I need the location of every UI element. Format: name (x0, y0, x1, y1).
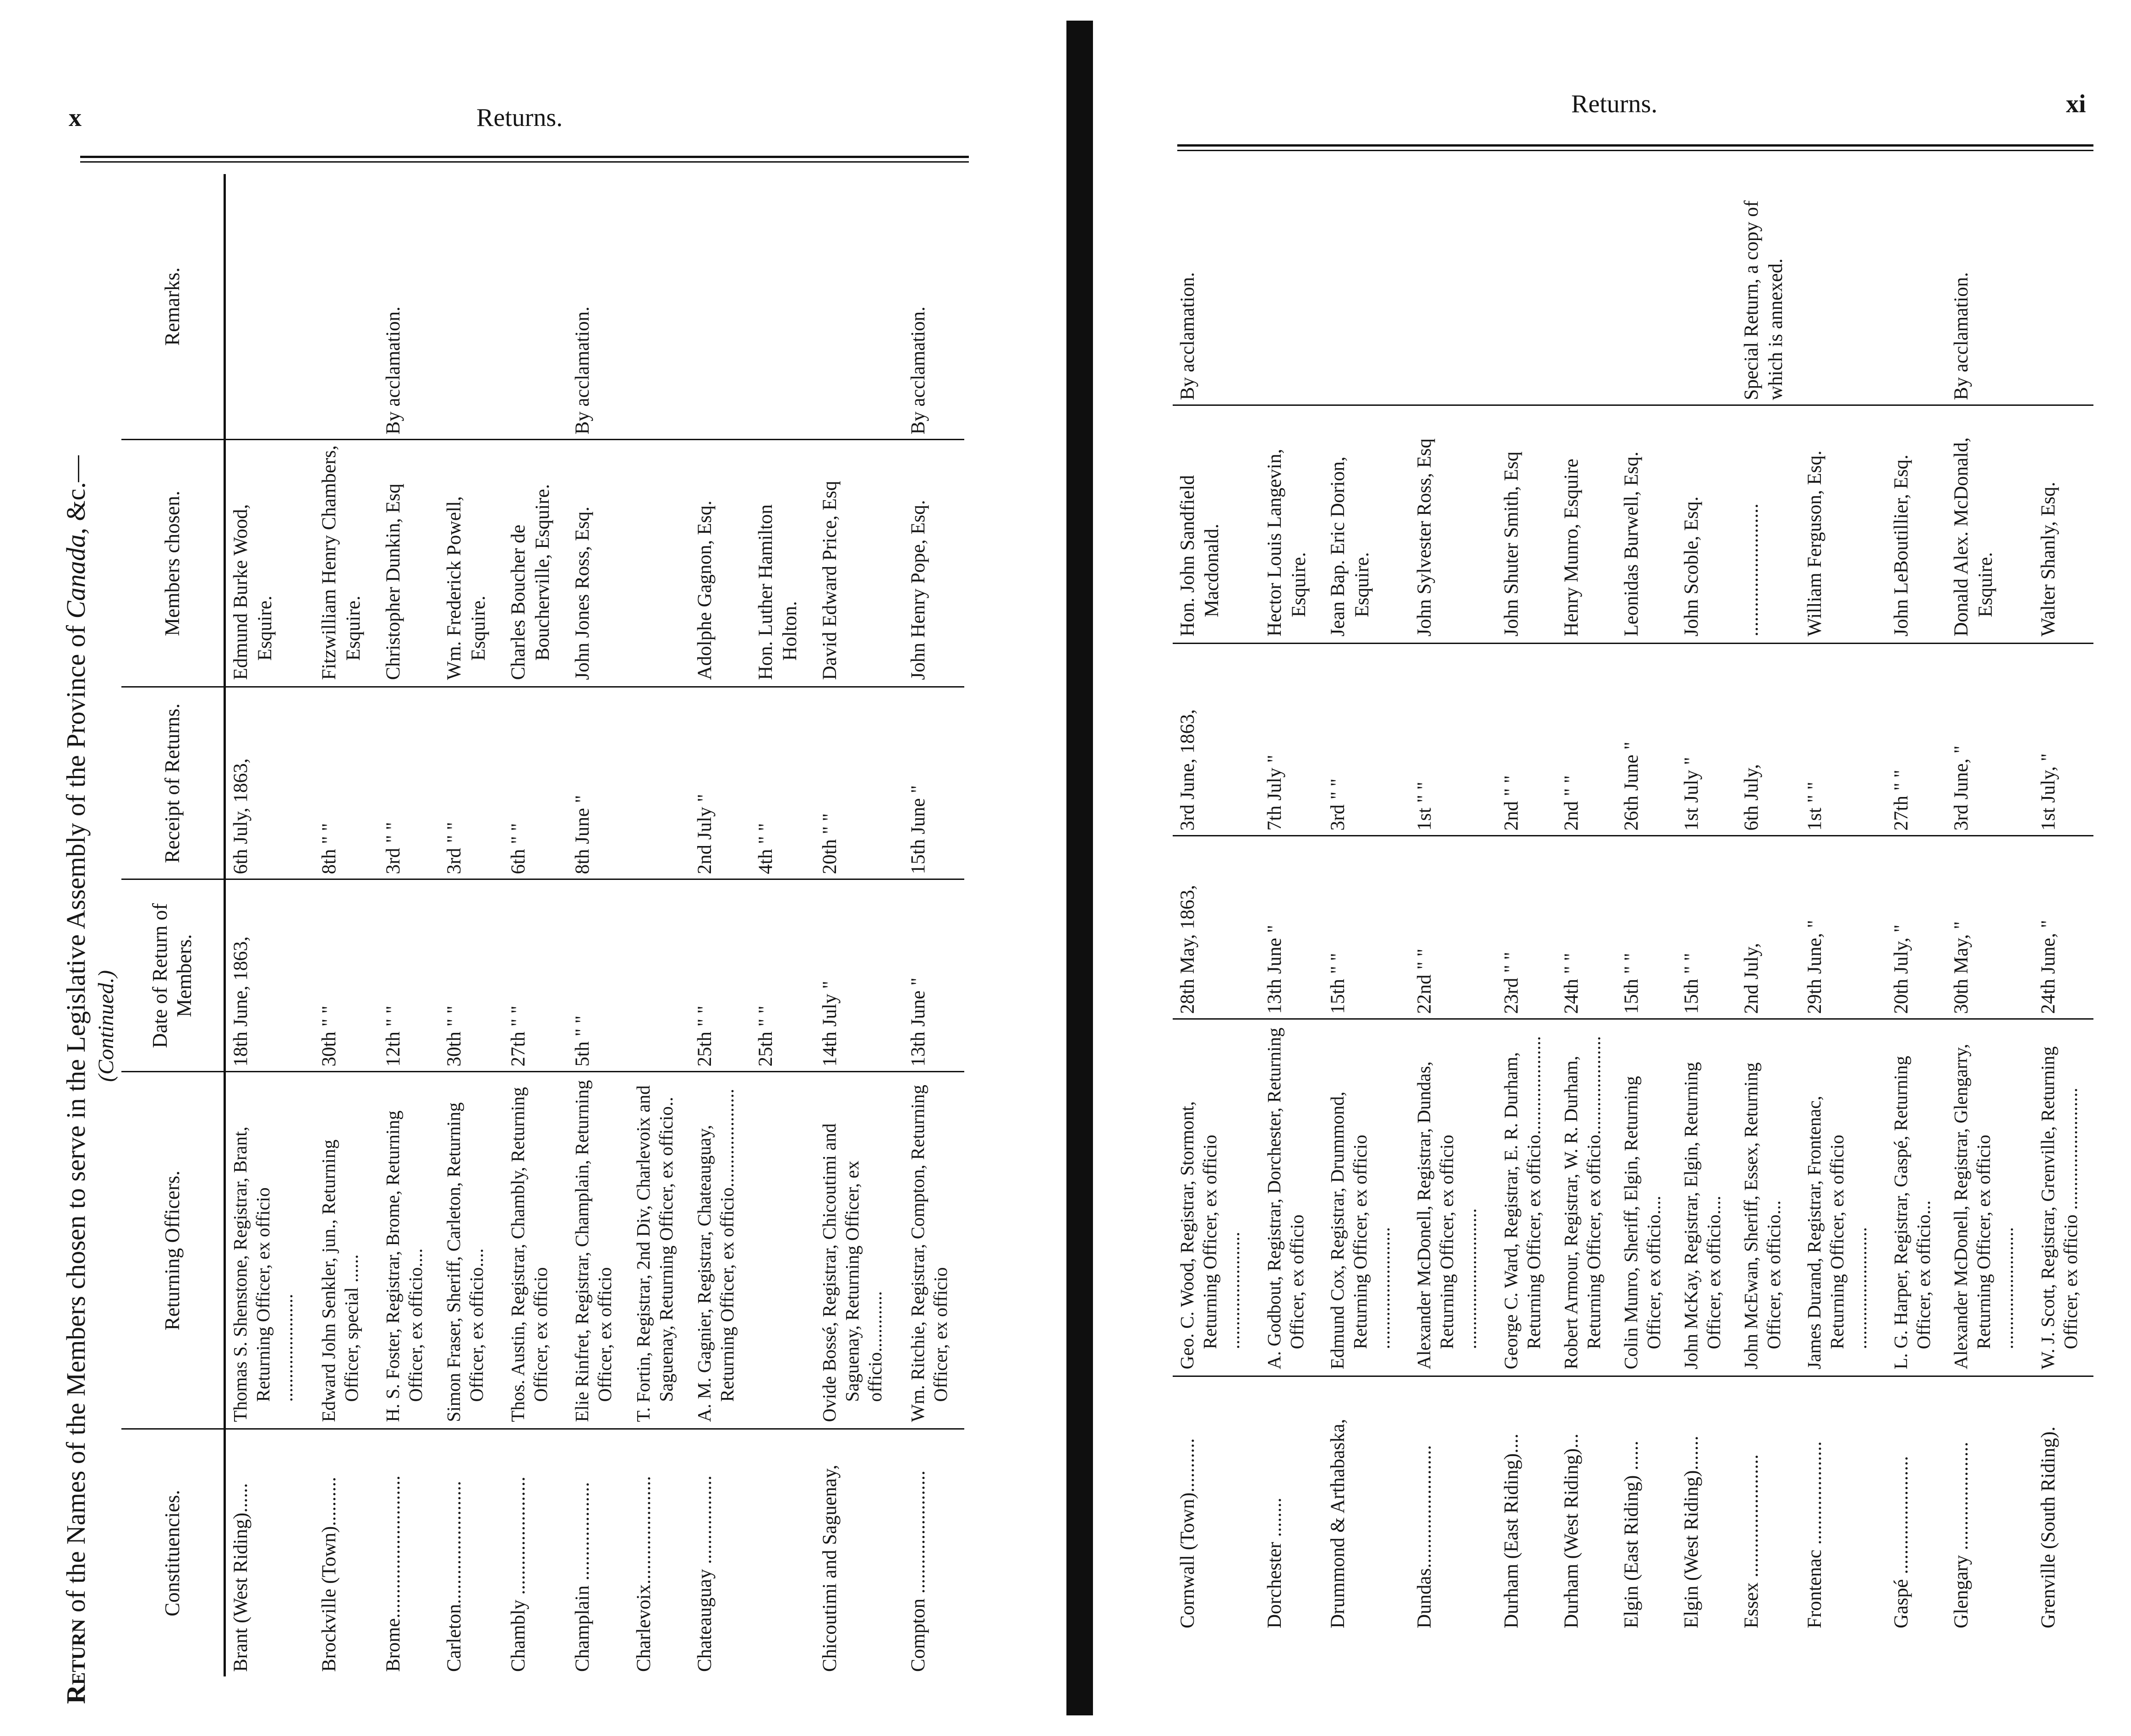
date-of-return-cell: 30th May, " (1946, 836, 2033, 1019)
receipt-of-returns-cell: 3rd " " (1323, 644, 1410, 836)
receipt-of-returns-cell: 4th " " (751, 687, 815, 879)
receipt-of-returns-cell: 1st " " (1410, 644, 1497, 836)
returning-officer-cell: L. G. Harper, Registrar, Gaspé, Returning Officer, ex officio... (1886, 1019, 1946, 1376)
returning-officer-cell (751, 1072, 815, 1429)
table-row (1557, 158, 1617, 1633)
receipt-of-returns-cell: 2nd " " (1557, 644, 1617, 836)
constituency-cell: Cornwall (Town)........... (1177, 1438, 1198, 1628)
remarks-cell (1497, 158, 1557, 405)
returning-officer-cell: H. S. Foster, Registrar, Brome, Returning Officer, ex officio.... (378, 1072, 439, 1429)
table-row (1410, 158, 1497, 1633)
remarks-cell: By acclamation. (568, 174, 628, 440)
remarks-cell (1260, 158, 1323, 405)
receipt-of-returns-cell: 20th " " (815, 687, 903, 879)
date-of-return-cell: 13th June " (1260, 836, 1323, 1019)
left-page (0, 0, 1049, 1736)
header-receipt-of-returns: Receipt of Returns. (121, 687, 224, 879)
constituency-cell: Dorchester ........ (1263, 1497, 1285, 1628)
remarks-cell: By acclamation. (1946, 158, 2033, 405)
title-province: Canada (61, 534, 91, 619)
remarks-cell (1886, 158, 1946, 405)
constituency-cell: Dundas......................... (1414, 1445, 1436, 1628)
date-of-return-cell: 28th May, 1863, (1173, 836, 1260, 1019)
table-row (314, 174, 378, 1676)
returning-officer-cell: Robert Armour, Registrar, W. R. Durham, Returning Officer, ex officio..................... (1557, 1019, 1617, 1376)
constituency-cell: Carleton......................... (443, 1481, 465, 1672)
date-of-return-cell: 29th June, " (1800, 836, 1887, 1019)
receipt-of-returns-cell: 1st " " (1800, 644, 1887, 836)
returns-table-left-wrapper (121, 174, 964, 1676)
returning-officer-cell: Simon Fraser, Sheriff, Carleton, Returning Officer, ex officio.... (439, 1072, 503, 1429)
constituency-cell: Frontenac ..................... (1803, 1441, 1825, 1628)
constituency-cell: Compton ......................... (907, 1470, 929, 1672)
constituency-cell (751, 1429, 815, 1676)
member-chosen-cell: David Edward Price, Esq (815, 440, 903, 687)
remarks-cell: By acclamation. (378, 174, 439, 440)
date-of-return-cell: 15th " " (1677, 836, 1737, 1019)
date-of-return-cell: 25th " " (690, 879, 751, 1072)
remarks-cell: By acclamation. (903, 174, 964, 440)
member-chosen-cell: Hon. Luther Hamilton Holton. (751, 440, 815, 687)
table-row (1617, 158, 1677, 1633)
date-of-return-cell: 20th July, " (1886, 836, 1946, 1019)
receipt-of-returns-cell: 6th July, (1737, 644, 1800, 836)
member-chosen-cell: John Sylvester Ross, Esq (1410, 405, 1497, 644)
table-row (751, 174, 815, 1676)
returning-officer-cell: Alexander McDonell, Registrar, Dundas, Returning Officer, ex officio .............................. (1410, 1019, 1497, 1376)
table-row (815, 174, 903, 1676)
returning-officer-cell: James Durand, Registrar, Frontenac, Returning Officer, ex officio .......................... (1800, 1019, 1887, 1376)
date-of-return-cell: 14th July " (815, 879, 903, 1072)
member-chosen-cell: Adolphe Gagnon, Esq. (690, 440, 751, 687)
returning-officer-cell: Alexander McDonell, Registrar, Glengarry, Returning Officer, ex officio .......................... (1946, 1019, 2033, 1376)
member-chosen-cell: Hon. John Sandfield Macdonald. (1173, 405, 1260, 644)
member-chosen-cell: John Jones Ross, Esq. (568, 440, 628, 687)
table-row (629, 174, 690, 1676)
table-row (439, 174, 503, 1676)
receipt-of-returns-cell: 27th " " (1886, 644, 1946, 836)
table-row (1260, 158, 1323, 1633)
date-of-return-cell: 27th " " (503, 879, 568, 1072)
remarks-cell (224, 174, 314, 440)
table-row (2033, 158, 2093, 1633)
remarks-cell (1800, 158, 1887, 405)
table-row (1946, 158, 2033, 1633)
member-chosen-cell (629, 440, 690, 687)
page-gutter (1066, 21, 1093, 1715)
remarks-cell (1677, 158, 1737, 405)
remarks-cell (314, 174, 378, 440)
header-remarks: Remarks. (121, 174, 224, 440)
page-number-left: x (69, 104, 82, 132)
member-chosen-cell: Christopher Dunkin, Esq (378, 440, 439, 687)
table-row (503, 174, 568, 1676)
constituency-cell: Durham (West Riding)... (1560, 1433, 1582, 1628)
date-of-return-cell: 24th " " (1557, 836, 1617, 1019)
receipt-of-returns-cell: 6th " " (503, 687, 568, 879)
remarks-cell (2033, 158, 2093, 405)
date-of-return-cell: 13th June " (903, 879, 964, 1072)
date-of-return-cell: 2nd July, (1737, 836, 1800, 1019)
returning-officer-cell: Edward John Senkler, jun., Returning Officer, special ...... (314, 1072, 378, 1429)
returning-officer-cell: Colin Munro, Sheriff, Elgin, Returning Officer, ex officio.... (1617, 1019, 1677, 1376)
table-row (1737, 158, 1800, 1633)
receipt-of-returns-cell: 3rd " " (439, 687, 503, 879)
receipt-of-returns-cell: 8th " " (314, 687, 378, 879)
returning-officer-cell: John McKay, Registrar, Elgin, Returning Officer, ex officio.... (1677, 1019, 1737, 1376)
date-of-return-cell: 22nd " " (1410, 836, 1497, 1019)
constituency-cell: Chambly ........................ (508, 1476, 530, 1672)
constituency-cell: Essex ......................... (1740, 1454, 1762, 1628)
member-chosen-cell: John Scoble, Esq. (1677, 405, 1737, 644)
title-text: of the Names of the Members chosen to serve in the Legislative Assembly of the Province of (61, 625, 91, 1613)
constituency-cell: Brant (West Riding)...... (229, 1483, 251, 1672)
constituency-cell: Glengary ...................... (1951, 1441, 1973, 1628)
receipt-of-returns-cell: 3rd " " (378, 687, 439, 879)
receipt-of-returns-cell: 6th July, 1863, (224, 687, 314, 879)
running-head-left: Returns. (476, 104, 563, 132)
remarks-cell (503, 174, 568, 440)
title-tail: , &c.— (61, 455, 91, 535)
member-chosen-cell: Jean Bap. Eric Dorion, Esquire. (1323, 405, 1410, 644)
receipt-of-returns-cell: 1st July " (1677, 644, 1737, 836)
table-row (903, 174, 964, 1676)
date-of-return-cell: 18th June, 1863, (224, 879, 314, 1072)
member-chosen-cell: Edmund Burke Wood, Esquire. (224, 440, 314, 687)
returns-table-left (121, 174, 964, 1676)
table-row (1173, 158, 1260, 1633)
remarks-cell (690, 174, 751, 440)
receipt-of-returns-cell: 7th July " (1260, 644, 1323, 836)
returning-officer-cell: George C. Ward, Registrar, E. R. Durham, Returning Officer, ex officio..................... (1497, 1019, 1557, 1376)
date-of-return-cell: 15th " " (1323, 836, 1410, 1019)
constituency-cell: Chicoutimi and Saguenay, (819, 1464, 841, 1672)
date-of-return-cell: 24th June, " (2033, 836, 2093, 1019)
member-chosen-cell: William Ferguson, Esq. (1800, 405, 1887, 644)
running-head-right: Returns. (1571, 90, 1658, 118)
date-of-return-cell: 25th " " (751, 879, 815, 1072)
table-row (690, 174, 751, 1676)
table-row (1800, 158, 1887, 1633)
constituency-cell: Grenville (South Riding). (2037, 1426, 2059, 1628)
member-chosen-cell: Donald Alex. McDonald, Esquire. (1946, 405, 2033, 644)
title-continued: (Continued.) (94, 970, 118, 1082)
constituency-cell: Chateauguay .................. (694, 1475, 716, 1672)
receipt-of-returns-cell: 3rd June, " (1946, 644, 2033, 836)
member-chosen-cell: John Henry Pope, Esq. (903, 440, 964, 687)
returning-officer-cell: Edmund Cox, Registrar, Drummond, Returning Officer, ex officio .......................... (1323, 1019, 1410, 1376)
member-chosen-cell: Charles Boucher de Boucherville, Esquire. (503, 440, 568, 687)
returning-officer-cell: T. Fortin, Registrar, 2nd Div, Charlevoix and Saguenay, Returning Officer, ex officio.. (629, 1072, 690, 1429)
top-rule-left (80, 156, 969, 158)
page-number-right: xi (2066, 90, 2086, 118)
table-row (568, 174, 628, 1676)
remarks-cell: By acclamation. (1173, 158, 1260, 405)
member-chosen-cell: Wm. Frederick Powell, Esquire. (439, 440, 503, 687)
member-chosen-cell: John LeBoutillier, Esq. (1886, 405, 1946, 644)
constituency-cell: Elgin (West Riding)....... (1680, 1436, 1702, 1628)
member-chosen-cell: ........................... (1737, 405, 1800, 644)
remarks-cell: Special Return, a copy of which is annexed. (1737, 158, 1800, 405)
returning-officer-cell: A. M. Gagnier, Registrar, Chateauguay, Returning Officer, ex officio..................... (690, 1072, 751, 1429)
remarks-cell (1323, 158, 1410, 405)
member-chosen-cell: Leonidas Burwell, Esq. (1617, 405, 1677, 644)
header-returning-officers: Returning Officers. (121, 1072, 224, 1429)
remarks-cell (629, 174, 690, 440)
top-rule-left-2 (80, 161, 969, 163)
constituency-cell: Gaspé ........................ (1891, 1456, 1912, 1628)
returning-officer-cell: W. J. Scott, Registrar, Grenville, Returning Officer, ex officio .......................... (2033, 1019, 2093, 1376)
date-of-return-cell: 30th " " (439, 879, 503, 1072)
member-chosen-cell: Walter Shanly, Esq. (2033, 405, 2093, 644)
remarks-cell (1410, 158, 1497, 405)
returns-table-right-wrapper (1173, 158, 2093, 1633)
constituency-cell: Brome............................. (382, 1475, 404, 1672)
date-of-return-cell: 30th " " (314, 879, 378, 1072)
returning-officer-cell: Elie Rinfret, Registrar, Champlain, Returning Officer, ex officio (568, 1072, 628, 1429)
returning-officer-cell: Geo. C. Wood, Registrar, Stormont, Returning Officer, ex officio ......................... (1173, 1019, 1260, 1376)
member-chosen-cell: John Shuter Smith, Esq (1497, 405, 1557, 644)
constituency-cell: Durham (East Riding).... (1500, 1433, 1522, 1628)
receipt-of-returns-cell: 2nd " " (1497, 644, 1557, 836)
receipt-of-returns-cell (629, 687, 690, 879)
receipt-of-returns-cell: 1st July, " (2033, 644, 2093, 836)
date-of-return-cell (629, 879, 690, 1072)
right-page (1109, 0, 2131, 1736)
receipt-of-returns-cell: 15th June " (903, 687, 964, 879)
date-of-return-cell: 12th " " (378, 879, 439, 1072)
table-row (224, 174, 314, 1676)
remarks-cell (1617, 158, 1677, 405)
header-members-chosen: Members chosen. (121, 440, 224, 687)
returns-table-right (1173, 158, 2093, 1633)
receipt-of-returns-cell: 26th June " (1617, 644, 1677, 836)
remarks-cell (751, 174, 815, 440)
member-chosen-cell: Fitzwilliam Henry Chambers, Esquire. (314, 440, 378, 687)
top-rule-right-2 (1177, 150, 2093, 151)
table-row (1323, 158, 1410, 1633)
returning-officer-cell: Thomas S. Shenstone, Registrar, Brant, Returning Officer, ex officio ....................... (224, 1072, 314, 1429)
member-chosen-cell: Henry Munro, Esquire (1557, 405, 1617, 644)
receipt-of-returns-cell: 2nd July " (690, 687, 751, 879)
table-row (1497, 158, 1557, 1633)
header-date-of-return: Date of Return of Members. (121, 879, 224, 1072)
constituency-cell: Drummond & Arthabaska, (1327, 1419, 1349, 1628)
returning-officer-cell: John McEwan, Sheriff, Essex, Returning Officer, ex officio... (1737, 1019, 1800, 1376)
constituency-cell: Elgin (East Riding) ...... (1620, 1441, 1642, 1628)
returning-officer-cell: Ovide Bossé, Registrar, Chicoutimi and Saguenay, Returning Officer, ex officio............. (815, 1072, 903, 1429)
remarks-cell (815, 174, 903, 440)
constituency-cell: Charlevoix...................... (633, 1476, 655, 1672)
constituency-cell: Champlain .................... (572, 1482, 594, 1672)
remarks-cell (1557, 158, 1617, 405)
header-constituencies: Constituencies. (121, 1429, 224, 1676)
table-row (1677, 158, 1737, 1633)
remarks-cell (439, 174, 503, 440)
top-rule-right (1177, 144, 2093, 147)
table-row (1886, 158, 1946, 1633)
member-chosen-cell: Hector Louis Langevin, Esquire. (1260, 405, 1323, 644)
date-of-return-cell: 15th " " (1617, 836, 1677, 1019)
date-of-return-cell: 23rd " " (1497, 836, 1557, 1019)
receipt-of-returns-cell: 8th June " (568, 687, 628, 879)
table-row (378, 174, 439, 1676)
constituency-cell: Brockville (Town).......... (318, 1477, 340, 1672)
date-of-return-cell: 5th " " (568, 879, 628, 1072)
title-lead: Return (61, 1619, 91, 1704)
receipt-of-returns-cell: 3rd June, 1863, (1173, 644, 1260, 836)
returning-officer-cell: Wm. Ritchie, Registrar, Compton, Returning Officer, ex officio (903, 1072, 964, 1429)
returning-officer-cell: A. Godbout, Registrar, Dorchester, Returning Officer, ex officio (1260, 1019, 1323, 1376)
returning-officer-cell: Thos. Austin, Registrar, Chambly, Returning Officer, ex officio (503, 1072, 568, 1429)
